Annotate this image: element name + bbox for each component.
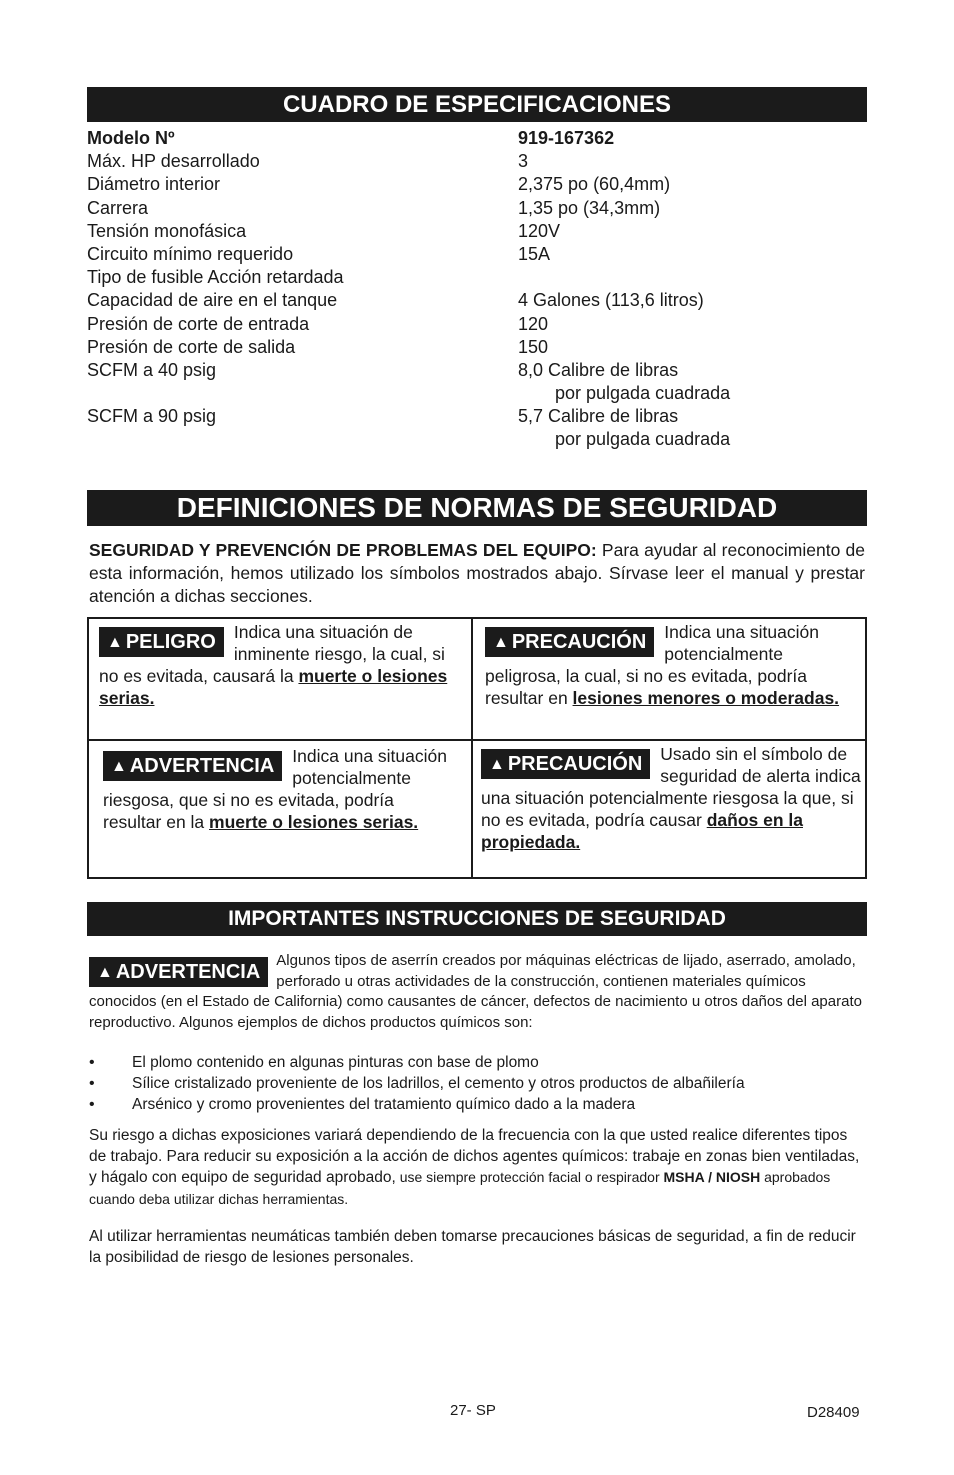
spec-label: Máx. HP desarrollado <box>87 151 260 172</box>
spec-value: 1,35 po (34,3mm) <box>518 197 661 218</box>
page-number: 27- SP <box>450 1402 496 1419</box>
grid-divider-horizontal <box>89 739 865 741</box>
signal-word-grid <box>87 617 867 879</box>
exposure-text-end: aprobados cuando deba utilizar dichas herramientas. <box>89 1169 831 1207</box>
spec-row <box>87 197 867 220</box>
definitions-intro <box>89 539 865 608</box>
spec-value: 919-167362 <box>518 128 615 148</box>
spec-row <box>87 336 867 359</box>
spec-value: 120 <box>518 313 549 334</box>
warning-triangle-icon: ▲ <box>111 758 127 775</box>
warning-text: Algunos tipos de aserrín creados por máquinas eléctricas de lijado, aserrado, amolado, perforado u otras actividades de la construcción, contienen materiales químicos conocidos (en el Estado de California) como causantes de cáncer, defectos de nacimiento u otros daños del aparato reproductivo. Algunos ejemplos de dichos productos químicos son: <box>89 952 862 1031</box>
spec-label: SCFM a 90 psig <box>87 406 217 427</box>
spec-value: 3 <box>518 151 529 172</box>
spec-label: Capacidad de aire en el tanque <box>87 290 338 311</box>
spec-label: Tipo de fusible Acción retardada <box>87 267 344 288</box>
spec-value: 2,375 po (60,4mm) <box>518 174 671 195</box>
exposure-text: Su riesgo a dichas exposiciones variará dependiendo de la frecuencia con la que usted realice diferentes tipos de trabajo. Para reducir su exposición a la acción de dichos agentes químicos: trabaje en zonas bien ventiladas, y hágalo con equipo de seguridad aprobado, <box>89 1127 860 1186</box>
bullet-icon: • <box>89 1096 95 1113</box>
bullet-icon: • <box>89 1054 95 1071</box>
cell-emphasis: lesiones menores o moderadas. <box>572 688 840 708</box>
signal-peligro: ▲ PELIGRO <box>99 627 224 657</box>
chemical-warning <box>89 951 865 1033</box>
cell-text: Indica una situación potencialmente riesgosa, que si no es evitada, podría resultar en la <box>103 746 447 832</box>
spec-label: Modelo Nº <box>87 128 175 148</box>
spec-label: Presión de corte de salida <box>87 336 296 357</box>
spec-value: 8,0 Calibre de libras <box>518 359 679 380</box>
chemical-list <box>89 1052 865 1115</box>
cell-emphasis: muerte o lesiones serias. <box>209 812 419 832</box>
exposure-paragraph <box>89 1126 865 1210</box>
bullet-icon: • <box>89 1075 95 1092</box>
spec-value: 120V <box>518 220 561 241</box>
signal-advertencia: ▲ ADVERTENCIA <box>103 751 282 781</box>
spec-section-title: CUADRO DE ESPECIFICACIONES <box>87 87 867 122</box>
signal-precaucion: ▲ PRECAUCIÓN <box>485 627 654 657</box>
spec-row <box>87 150 867 173</box>
spec-table <box>87 127 867 452</box>
grid-divider-vertical <box>471 619 473 877</box>
intro-text: Para ayudar al reconocimiento de esta información, hemos utilizado los símbolos mostrados abajo. Sírvase leer el manual y prestar atención a dichas secciones. <box>89 540 865 606</box>
spec-row <box>87 220 867 243</box>
spec-row <box>87 243 867 266</box>
cell-text: Usado sin el símbolo de seguridad de alerta indica una situación potencialmente riesgosa la que, si no es evitada, podría causar <box>481 744 861 830</box>
list-item: • El plomo contenido en algunas pinturas con base de plomo <box>89 1054 539 1071</box>
spec-label: Circuito mínimo requerido <box>87 243 294 264</box>
spec-row <box>87 428 867 451</box>
spec-row <box>87 405 867 428</box>
spec-value-continued: por pulgada cuadrada <box>555 429 731 450</box>
warning-triangle-icon: ▲ <box>107 634 123 651</box>
spec-label: Presión de corte de entrada <box>87 313 310 334</box>
msha-niosh-label: MSHA / NIOSH <box>663 1169 761 1185</box>
document-code: D28409 <box>807 1404 860 1421</box>
important-section-title: IMPORTANTES INSTRUCCIONES DE SEGURIDAD <box>87 902 867 936</box>
spec-row <box>87 313 867 336</box>
spec-label: SCFM a 40 psig <box>87 359 217 380</box>
spec-value: 15A <box>518 243 551 264</box>
spec-value: 4 Galones (113,6 litros) <box>518 290 704 311</box>
signal-precaucion-no-symbol: ▲ PRECAUCIÓN <box>481 749 650 779</box>
intro-heading: SEGURIDAD Y PREVENCIÓN DE PROBLEMAS DEL EQUIPO: <box>89 540 597 560</box>
cell-peligro <box>99 621 451 709</box>
spec-value-continued: por pulgada cuadrada <box>555 383 731 404</box>
spec-label: Diámetro interior <box>87 174 221 195</box>
cell-text: Indica una situación potencialmente peligrosa, la cual, si no es evitada, podría resultar en <box>485 622 819 708</box>
spec-label: Carrera <box>87 197 149 218</box>
cell-text: Indica una situación de inminente riesgo, la cual, si no es evitada, causará la <box>99 622 445 686</box>
list-item: • Arsénico y cromo provenientes del tratamiento químico dado a la madera <box>89 1096 636 1113</box>
spec-row <box>87 173 867 196</box>
cell-precaucion-2 <box>481 743 861 853</box>
spec-row <box>87 359 867 382</box>
cell-advertencia <box>103 745 451 833</box>
warning-triangle-icon: ▲ <box>97 964 113 981</box>
cell-emphasis: muerte o lesiones serias. <box>99 666 448 708</box>
pneumatic-paragraph: Al utilizar herramientas neumáticas también deben tomarse precauciones básicas de seguridad, a fin de reducir la posibilidad de riesgo de lesiones personales. <box>89 1228 856 1266</box>
spec-label: Tensión monofásica <box>87 220 247 241</box>
exposure-text-small: use siempre protección facial o respirador <box>395 1169 664 1185</box>
signal-advertencia-chemical: ▲ ADVERTENCIA <box>89 957 268 987</box>
list-item: • Sílice cristalizado proveniente de los ladrillos, el cemento y otros productos de albañilería <box>89 1075 745 1092</box>
cell-precaucion-1 <box>485 621 857 709</box>
spec-row <box>87 127 867 150</box>
spec-row <box>87 266 867 289</box>
spec-row <box>87 382 867 405</box>
spec-value: 150 <box>518 336 549 357</box>
spec-value: 5,7 Calibre de libras <box>518 406 679 427</box>
definitions-section-title: DEFINICIONES DE NORMAS DE SEGURIDAD <box>87 490 867 526</box>
warning-triangle-icon: ▲ <box>493 634 509 651</box>
spec-row <box>87 289 867 312</box>
cell-emphasis: daños en la propiedada. <box>481 810 803 852</box>
warning-triangle-icon: ▲ <box>489 756 505 773</box>
